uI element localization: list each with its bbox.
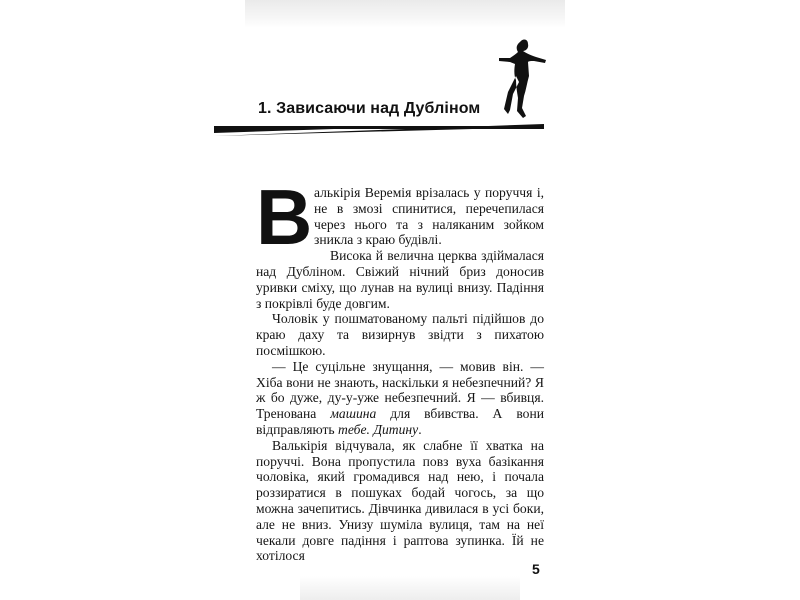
emphasis: тебе. Дитину — [338, 421, 419, 437]
bleed-through-top — [245, 0, 565, 28]
jumping-girl-silhouette-icon — [496, 36, 548, 122]
drop-cap-letter: В — [256, 173, 313, 261]
paragraph: Чоловік у пошматованому пальті підійшов до краю даху та визирнув звідти з пихатою посмішкою. — [256, 311, 544, 358]
paragraph: Валькірія відчувала, як слабне її хватка на поруччі. Вона пропустила повз вуха базікання чоловіка, який громадився над нею, і почала роззиратися в пошуках бодай чогось, за що можна зачепитись. Дівчинка дивилася в усі боки, але не вниз. Унизу шуміла вулиця, там на неї чекали довге падіння і раптова зупинка. Їй не хотілося — [256, 437, 544, 564]
paragraph-text: — Це суцільне знущання, — мовив він. — Хіба вони не знають, наскільки я небезпечний? Я ж бо дуже, ду-у-уже небезпечний. Я — вбивця. Тренована — [256, 358, 544, 422]
body-text — [256, 173, 544, 564]
paragraph-text: для вбивства. А вони відправляють — [256, 406, 544, 437]
bleed-through-bottom — [300, 576, 520, 600]
chapter-title-underline — [214, 122, 544, 136]
emphasis: машина — [330, 406, 377, 422]
paragraph — [256, 359, 544, 438]
paragraph-text: . — [418, 421, 422, 437]
paragraph-text: алькірія Веремія врізалась у поруччя і, не в змозі спинитися, перечепилася через нього та з наляканим зойком зникла з краю будівлі. — [314, 185, 544, 248]
paragraph — [256, 173, 544, 261]
chapter-title: 1. Зависаючи над Дубліном — [258, 100, 481, 117]
page-number: 5 — [532, 561, 540, 577]
paragraph: Висока й велична церква здіймалася над Дубліном. Свіжий нічний бриз доносив уривки сміху, що лунав на вулиці внизу. Падіння з покрівлі буде довгим. — [256, 248, 544, 311]
